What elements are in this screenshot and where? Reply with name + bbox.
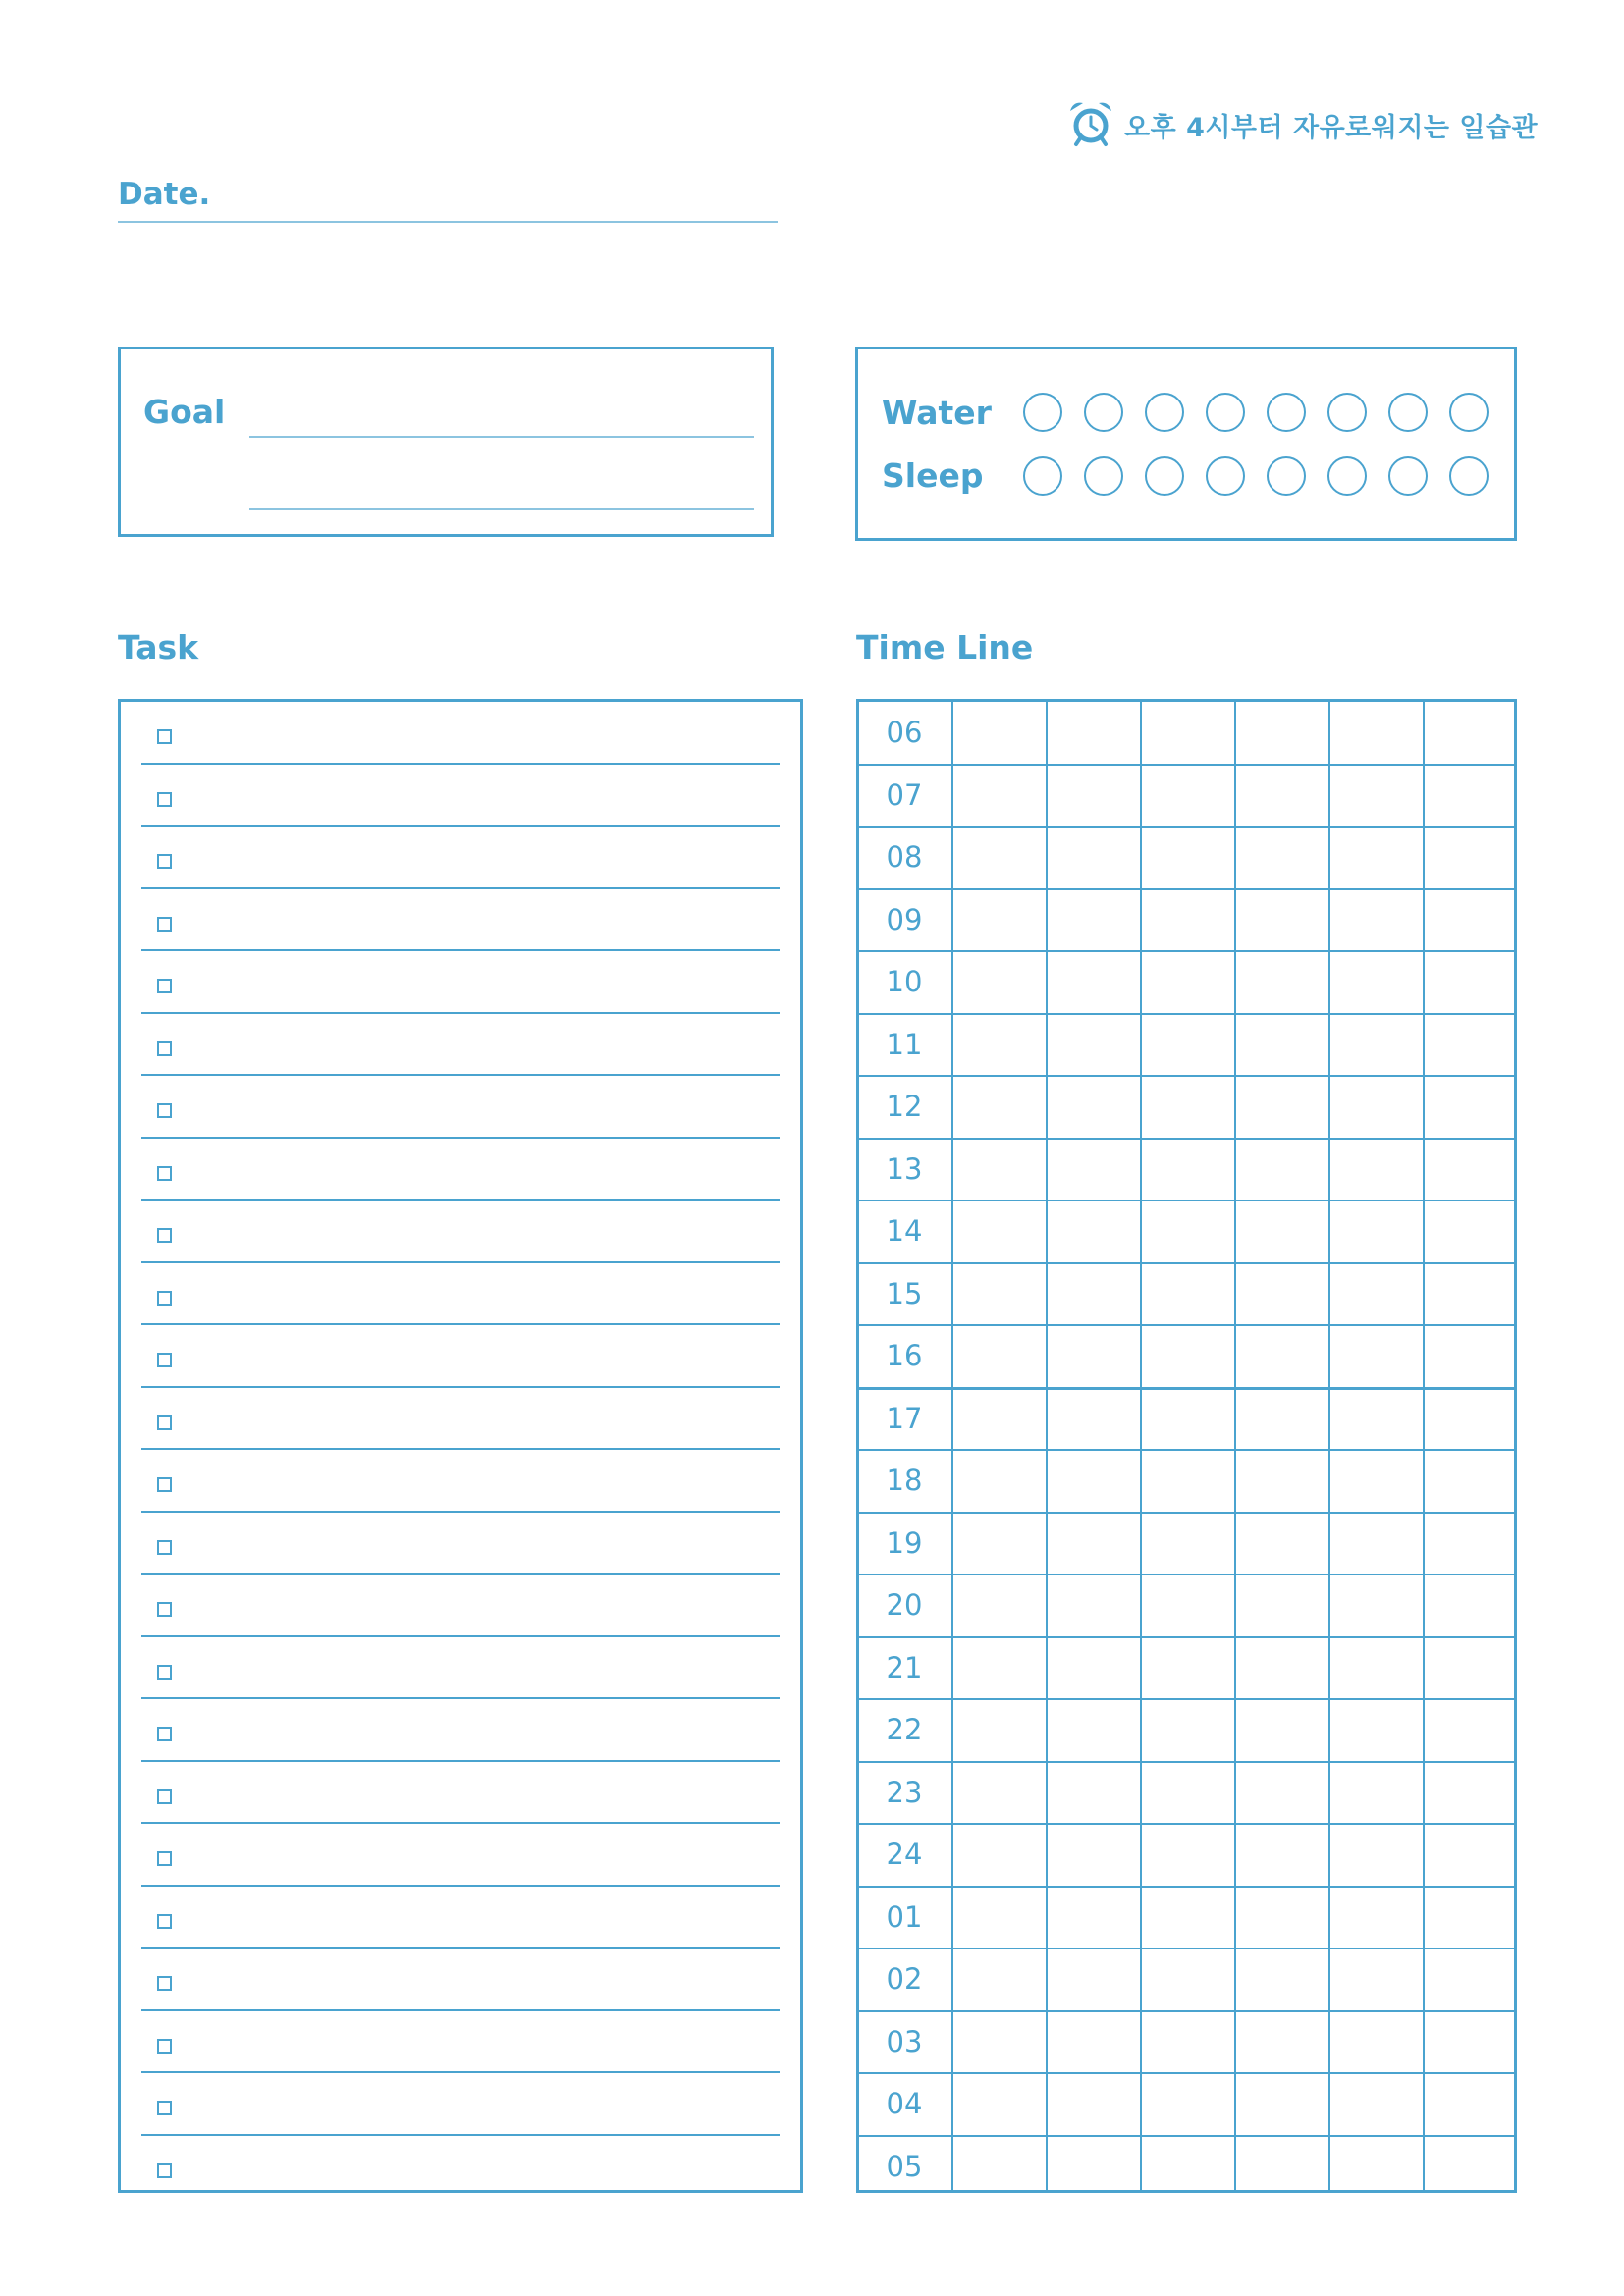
water-circle[interactable] [1388, 393, 1428, 432]
timeline-column-divider [1140, 699, 1142, 2193]
task-row[interactable] [141, 765, 780, 828]
timeline-row-divider [856, 1387, 1517, 1390]
brand-title: 오후 4시부터 자유로워지는 일습관 [1124, 112, 1539, 143]
timeline-hour-label: 09 [886, 902, 923, 936]
timeline-row-divider [856, 1075, 1517, 1077]
task-checkbox[interactable] [157, 1851, 172, 1866]
timeline-hour-label: 19 [886, 1525, 923, 1560]
task-checkbox[interactable] [157, 1291, 172, 1306]
sleep-circle[interactable] [1206, 456, 1245, 496]
water-circle[interactable] [1023, 393, 1062, 432]
water-circle[interactable] [1206, 393, 1245, 432]
task-checkbox[interactable] [157, 2039, 172, 2054]
task-checkbox[interactable] [157, 1789, 172, 1804]
timeline-row-divider [856, 1886, 1517, 1888]
water-circle[interactable] [1267, 393, 1306, 432]
sleep-label: Sleep [882, 456, 984, 495]
task-checkbox[interactable] [157, 1540, 172, 1555]
timeline-row-divider [856, 1948, 1517, 1949]
timeline-hour-label: 02 [886, 1962, 923, 1996]
task-row[interactable] [141, 1139, 780, 1201]
timeline-row-divider [856, 826, 1517, 828]
timeline-hour-label: 16 [886, 1339, 923, 1372]
task-checkbox[interactable] [157, 1477, 172, 1492]
timeline-hour-label: 03 [886, 2024, 923, 2058]
timeline-row-divider [856, 1013, 1517, 1015]
timeline-hour-label: 23 [886, 1775, 923, 1809]
timeline-row-divider [856, 1512, 1517, 1514]
timeline-row-divider [856, 888, 1517, 890]
date-label: Date. [118, 177, 211, 212]
task-row[interactable] [141, 951, 780, 1014]
task-row[interactable] [141, 1513, 780, 1575]
task-checkbox[interactable] [157, 1353, 172, 1367]
task-checkbox[interactable] [157, 1727, 172, 1741]
timeline-row-divider [856, 2072, 1517, 2074]
task-checkbox[interactable] [157, 729, 172, 744]
task-checkbox[interactable] [157, 2163, 172, 2178]
water-circle[interactable] [1327, 393, 1367, 432]
timeline-hour-label: 18 [886, 1464, 923, 1497]
sleep-circle[interactable] [1023, 456, 1062, 496]
task-checkbox[interactable] [157, 1602, 172, 1617]
timeline-row-divider [856, 1138, 1517, 1140]
sleep-circle[interactable] [1145, 456, 1184, 496]
timeline-row-divider [856, 1698, 1517, 1700]
task-row[interactable] [141, 1201, 780, 1263]
timeline-title: Time Line [856, 628, 1034, 667]
timeline-hour-label: 08 [886, 840, 923, 874]
task-row[interactable] [141, 1325, 780, 1388]
timeline-row-divider [856, 950, 1517, 952]
task-checkbox[interactable] [157, 1665, 172, 1680]
timeline-row-divider [856, 1449, 1517, 1451]
timeline-grid [856, 699, 1517, 2193]
timeline-row-divider [856, 2010, 1517, 2012]
timeline-row-divider [856, 1761, 1517, 1763]
sleep-circle[interactable] [1267, 456, 1306, 496]
task-checkbox[interactable] [157, 2101, 172, 2115]
timeline-row-divider [856, 764, 1517, 766]
timeline-hour-label: 22 [886, 1713, 923, 1746]
alarm-clock-icon [1065, 97, 1116, 152]
task-row[interactable] [141, 1824, 780, 1887]
task-row[interactable] [141, 2073, 780, 2136]
task-checkbox[interactable] [157, 1976, 172, 1991]
task-row[interactable] [141, 1076, 780, 1139]
task-checkbox[interactable] [157, 1914, 172, 1929]
timeline-hour-label: 21 [886, 1650, 923, 1684]
timeline-hour-label: 12 [886, 1090, 923, 1123]
task-checkbox[interactable] [157, 1166, 172, 1181]
date-input-line[interactable] [118, 221, 778, 223]
task-checkbox[interactable] [157, 1103, 172, 1118]
timeline-hour-label: 04 [886, 2087, 923, 2120]
task-row[interactable] [141, 1699, 780, 1762]
timeline-row-divider [856, 1823, 1517, 1825]
task-checkbox[interactable] [157, 1041, 172, 1056]
water-circle[interactable] [1449, 393, 1489, 432]
task-row[interactable] [141, 1887, 780, 1949]
task-row[interactable] [141, 2136, 780, 2199]
task-checkbox[interactable] [157, 792, 172, 807]
water-circle[interactable] [1145, 393, 1184, 432]
task-checkbox[interactable] [157, 854, 172, 869]
task-row[interactable] [141, 1450, 780, 1513]
timeline-column-divider [1423, 699, 1425, 2193]
timeline-hour-label: 24 [886, 1838, 923, 1871]
task-checkbox[interactable] [157, 917, 172, 932]
water-circle[interactable] [1084, 393, 1123, 432]
task-row[interactable] [141, 1014, 780, 1077]
timeline-column-divider [951, 699, 953, 2193]
task-row[interactable] [141, 889, 780, 952]
task-row[interactable] [141, 1637, 780, 1700]
timeline-column-divider [1234, 699, 1236, 2193]
task-checkbox[interactable] [157, 1228, 172, 1243]
task-row[interactable] [141, 2011, 780, 2074]
timeline-hour-label: 07 [886, 777, 923, 812]
brand-header [1065, 98, 1538, 151]
sleep-circle[interactable] [1449, 456, 1489, 496]
task-row[interactable] [141, 1263, 780, 1326]
timeline-hour-label: 05 [886, 2149, 923, 2183]
task-row[interactable] [141, 827, 780, 889]
timeline-row-divider [856, 1262, 1517, 1264]
timeline-hour-label: 01 [886, 1899, 923, 1934]
timeline-row-divider [856, 1324, 1517, 1326]
task-checkbox[interactable] [157, 1415, 172, 1430]
goal-input-line-1[interactable] [249, 436, 754, 438]
timeline-hour-label: 17 [886, 1401, 923, 1435]
timeline-hour-label: 06 [886, 716, 923, 749]
timeline-row-divider [856, 1636, 1517, 1638]
timeline-hour-label: 11 [886, 1027, 923, 1061]
task-row[interactable] [141, 702, 780, 765]
sleep-circle[interactable] [1327, 456, 1367, 496]
goal-input-line-2[interactable] [249, 508, 754, 510]
timeline-hour-label: 13 [886, 1151, 923, 1186]
task-row[interactable] [141, 1575, 780, 1637]
task-row[interactable] [141, 1949, 780, 2011]
water-sleep-box [855, 347, 1517, 541]
timeline-column-divider [1046, 699, 1048, 2193]
task-checkbox[interactable] [157, 979, 172, 993]
timeline-hour-label: 15 [886, 1276, 923, 1310]
task-row[interactable] [141, 1762, 780, 1825]
goal-label: Goal [143, 393, 226, 431]
timeline-hour-label: 10 [886, 965, 923, 998]
timeline-column-divider [1328, 699, 1330, 2193]
timeline-row-divider [856, 1574, 1517, 1575]
timeline-row-divider [856, 2135, 1517, 2137]
task-title: Task [118, 628, 199, 667]
timeline-row-divider [856, 1200, 1517, 1201]
timeline-hour-label: 14 [886, 1214, 923, 1248]
task-row[interactable] [141, 1388, 780, 1451]
sleep-circle[interactable] [1084, 456, 1123, 496]
sleep-circle[interactable] [1388, 456, 1428, 496]
water-label: Water [882, 394, 992, 432]
timeline-hour-label: 20 [886, 1588, 923, 1622]
